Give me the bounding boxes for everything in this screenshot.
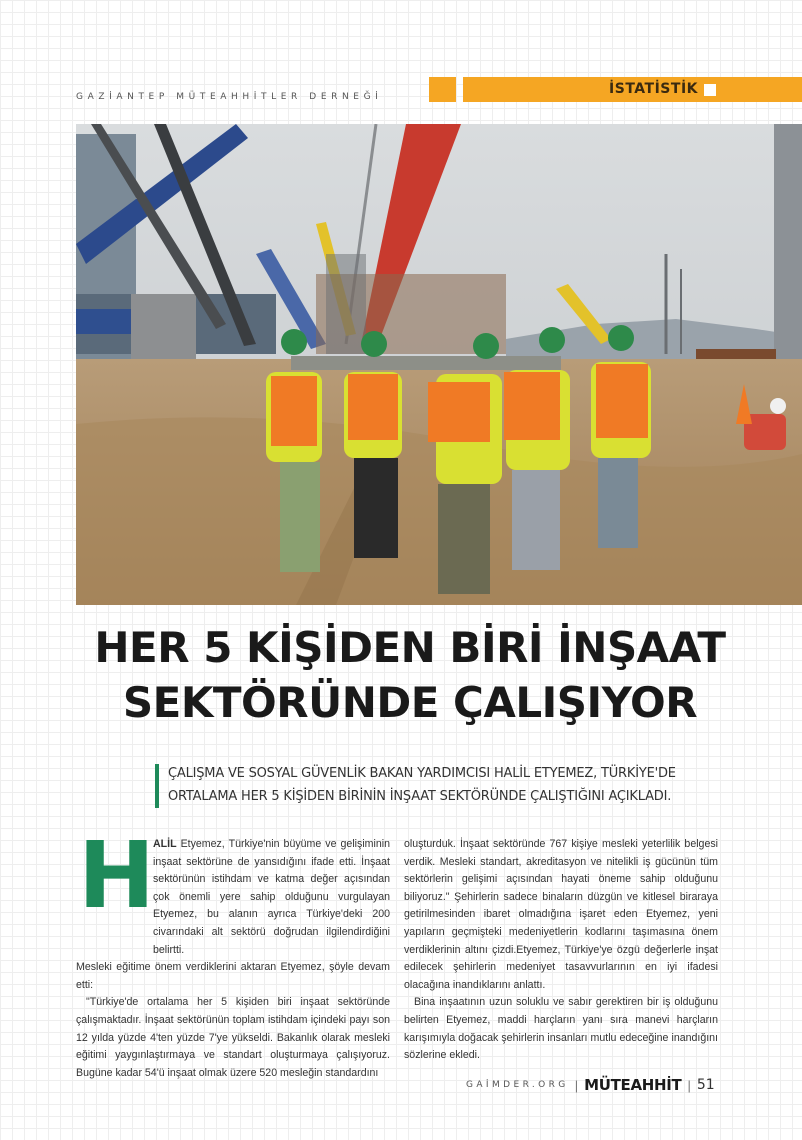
- paragraph-1: [76, 836, 390, 959]
- paragraph-3: "Türkiye'de ortalama her 5 kişiden biri inşaat sektöründe çalışmaktadır. İnşaat sektörünün toplam istihdam içindeki payı son 12 yılda yüzde 4'ten yüzde 7'ye yükseldi. Bakanlık olarak mesleki eğitimi yaygınlaştırmaya ve standart oluşturmaya çalışıyoruz. Bugüne kadar 54'ü inşaat olmak üzere 520 mesleğin standardını: [76, 996, 390, 1079]
- paragraph-2: Mesleki eğitime önem verdiklerini aktaran Etyemez, şöyle devam etti:: [76, 961, 390, 991]
- paragraph-1-text: Etyemez, Türkiye'nin büyüme ve gelişiminin inşaat sektörüne de yansıdığını ifade etti. İnşaat sektörünün istihdam ve katma değer açısından çok önemli yere sahip olduğunu vurgulayan Etyemez, bu alanın ayrıca Türkiye'deki 200 civarındaki alt sektörü doğrudan ilgilendirdiğini belirtti.: [153, 838, 390, 956]
- article-column-1: [76, 836, 390, 1082]
- article-column-2: [404, 836, 718, 1065]
- square-icon: [704, 84, 716, 96]
- article-title: [60, 620, 760, 730]
- lead-line-1: ÇALIŞMA VE SOSYAL GÜVENLİK BAKAN YARDIMCISI HALİL ETYEMEZ, TÜRKİYE'DE: [168, 766, 676, 781]
- paragraph-4: oluşturduk. İnşaat sektöründe 767 kişiye mesleki yeterlilik belgesi verdik. Mesleki standart, akreditasyon ve nitelikli iş gücünün tüm sektörlerin gelişimi açısından hayati öneme sahip olduğunu biliyoruz." Şehirlerin sadece binaların düzgün ve kitlesel biraraya getirilmesinden ibaret olmadığına işaret eden Etyemez, yeni yapıların geçmişteki medeniyetlerin kodlarını taşımasına önem verdiklerinin altını çizdi.Etyemez, Türkiye'ye özgü değerlerle inşat edilecek şehirlerin medeniyet tasavvurlarının en iyi ifadesi olacağına inandıklarını anlattı.: [404, 838, 718, 991]
- section-bar: [463, 77, 802, 102]
- drop-cap: H: [78, 822, 155, 929]
- footer-separator-2: |: [687, 1077, 691, 1093]
- paragraph-5: Bina inşaatının uzun soluklu ve sabır gerektiren bir iş olduğunu belirten Etyemez, maddi harçların yanı sıra manevi harçların karışımıyla doğacak şehirlerin insanları mutlu edeceğine inandığını sözlerine ekledi.: [404, 996, 718, 1062]
- lead-accent-bar: [155, 764, 159, 808]
- footer-website: GAİMDER.ORG: [466, 1080, 569, 1090]
- title-line-1: HER 5 KİŞİDEN BİRİ İNŞAAT: [94, 623, 726, 672]
- header-accent-block: [429, 77, 456, 102]
- footer-magazine-name: MÜTEAHHİT: [584, 1076, 682, 1094]
- page-number: 51: [696, 1077, 715, 1093]
- section-label: İSTATİSTİK: [609, 81, 698, 97]
- lead-word: ALİL: [153, 838, 177, 850]
- org-name: GAZİANTEP MÜTEAHHİTLER DERNEĞİ: [76, 92, 383, 102]
- footer-separator-1: |: [574, 1077, 579, 1093]
- lead-line-2: ORTALAMA HER 5 KİŞİDEN BİRİNİN İNŞAAT SEKTÖRÜNDE ÇALIŞTIĞINI AÇIKLADI.: [168, 789, 672, 804]
- article-lead: [168, 762, 768, 808]
- construction-site-photo: [76, 124, 802, 605]
- title-line-2: SEKTÖRÜNDE ÇALIŞIYOR: [122, 678, 698, 727]
- page-footer: [466, 1074, 715, 1096]
